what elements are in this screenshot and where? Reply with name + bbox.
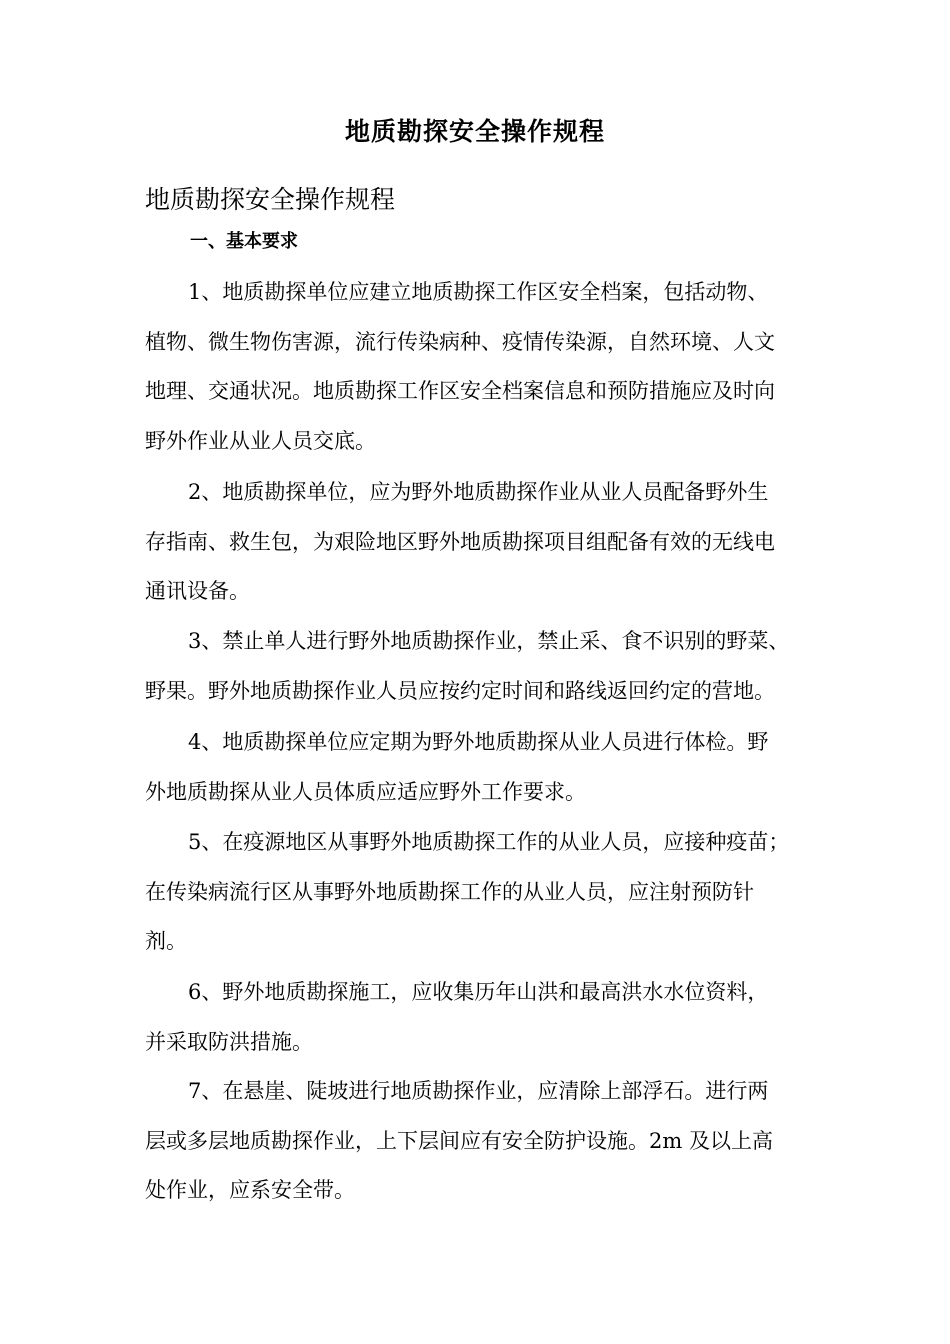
paragraph-line: 通讯设备。 (145, 579, 250, 603)
paragraph-line: 4、地质勘探单位应定期为野外地质勘探从业人员进行体检。野 (188, 730, 769, 754)
paragraph-2 (145, 468, 815, 617)
paragraph-line: 存指南、救生包，为艰险地区野外地质勘探项目组配备有效的无线电 (145, 529, 775, 554)
paragraph-line: 1、地质勘探单位应建立地质勘探工作区安全档案，包括动物、 (188, 280, 769, 304)
paragraph-3 (145, 617, 815, 716)
paragraph-7 (145, 1067, 815, 1216)
document-title: 地质勘探安全操作规程 (344, 117, 605, 146)
paragraph-5 (145, 818, 815, 967)
paragraph-line: 7、在悬崖、陡坡进行地质勘探作业，应清除上部浮石。进行两 (188, 1079, 769, 1103)
paragraph-line: 外地质勘探从业人员体质应适应野外工作要求。 (145, 779, 586, 804)
paragraph-line: 3、禁止单人进行野外地质勘探作业，禁止采、食不识别的野菜、 (188, 629, 790, 653)
paragraph-line: 植物、微生物伤害源，流行传染病种、疫情传染源，自然环境、人文 (145, 329, 775, 354)
paragraph-line: 5、在疫源地区从事野外地质勘探工作的从业人员，应接种疫苗； (188, 830, 790, 854)
paragraph-line: 处作业，应系安全带。 (145, 1178, 355, 1202)
paragraph-line: 在传染病流行区从事野外地质勘探工作的从业人员，应注射预防针 (145, 879, 754, 904)
paragraph-line: 层或多层地质勘探作业，上下层间应有安全防护设施。2m 及以上高 (145, 1128, 773, 1153)
paragraph-line: 2、地质勘探单位，应为野外地质勘探作业从业人员配备野外生 (188, 480, 769, 504)
document-subtitle: 地质勘探安全操作规程 (145, 185, 396, 214)
paragraph-6 (145, 968, 815, 1067)
paragraph-line: 剂。 (145, 929, 187, 953)
paragraph-1 (145, 268, 815, 466)
paragraph-line: 6、野外地质勘探施工，应收集历年山洪和最高洪水水位资料， (188, 980, 769, 1004)
section-heading: 一、基本要求 (190, 231, 298, 252)
paragraph-line: 并采取防洪措施。 (145, 1029, 313, 1054)
paragraph-line: 野果。野外地质勘探作业人员应按约定时间和路线返回约定的营地。 (145, 678, 775, 703)
paragraph-line: 野外作业从业人员交底。 (145, 428, 376, 453)
paragraph-4 (145, 718, 815, 817)
paragraph-line: 地理、交通状况。地质勘探工作区安全档案信息和预防措施应及时向 (145, 379, 775, 403)
